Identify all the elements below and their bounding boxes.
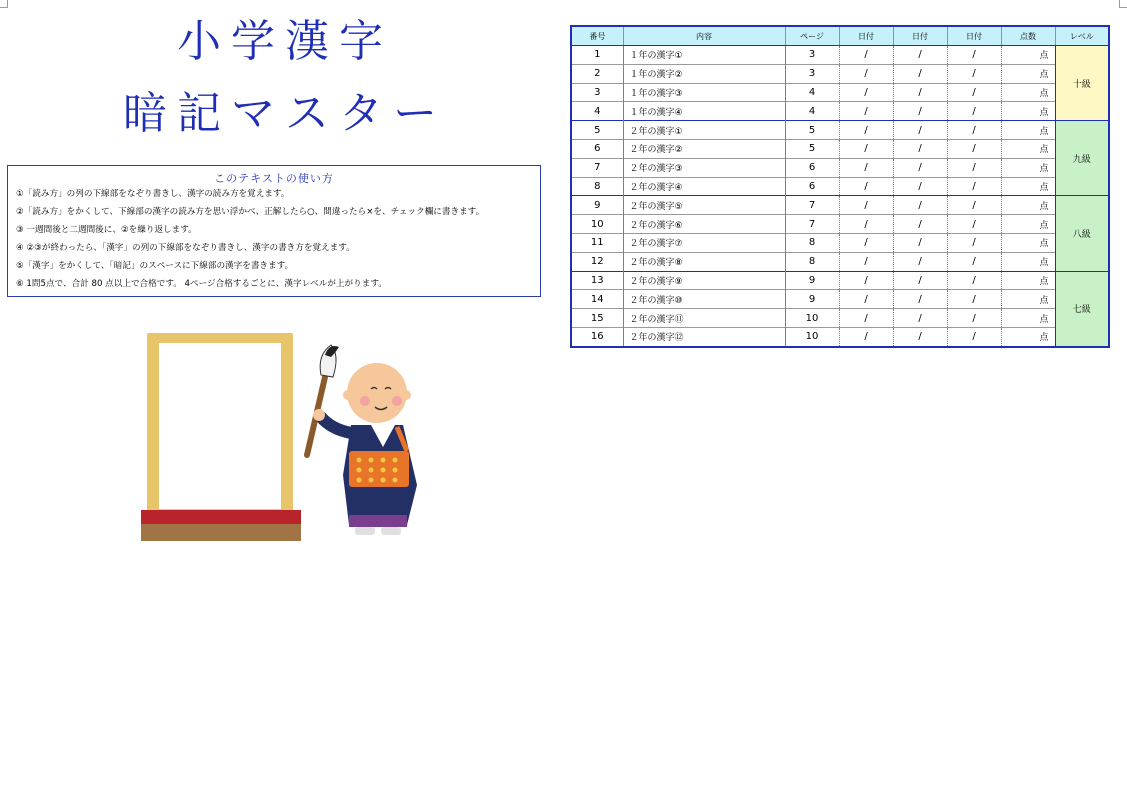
row-page: 5 xyxy=(785,121,839,140)
page-corner-mark xyxy=(1119,0,1127,8)
instruction-line: ①「読み方」の列の下線部をなぞり書きし、漢字の読み方を覚えます。 xyxy=(16,189,290,199)
level-badge: 七級 xyxy=(1055,271,1109,347)
row-number: 2 xyxy=(571,64,623,83)
row-date-2: / xyxy=(893,139,947,158)
row-score: 点 xyxy=(1001,327,1055,346)
level-badge: 八級 xyxy=(1055,196,1109,271)
row-date-2: / xyxy=(893,102,947,121)
row-page: 7 xyxy=(785,215,839,234)
table-row xyxy=(571,309,1109,328)
row-date-1: / xyxy=(839,309,893,328)
row-date-3: / xyxy=(947,196,1001,215)
row-number: 7 xyxy=(571,158,623,177)
table-row xyxy=(571,233,1109,252)
row-page: 6 xyxy=(785,158,839,177)
row-page: 3 xyxy=(785,64,839,83)
row-date-2: / xyxy=(893,196,947,215)
row-page: 9 xyxy=(785,290,839,309)
row-date-2: / xyxy=(893,158,947,177)
row-content: ２年の漢字⑥ xyxy=(623,215,785,234)
header-number: 番号 xyxy=(571,26,623,46)
row-content: ２年の漢字① xyxy=(623,121,785,140)
row-content: １年の漢字① xyxy=(623,46,785,65)
row-date-2: / xyxy=(893,83,947,102)
row-number: 11 xyxy=(571,233,623,252)
row-date-1: / xyxy=(839,271,893,290)
row-score: 点 xyxy=(1001,252,1055,271)
row-date-1: / xyxy=(839,158,893,177)
row-page: 3 xyxy=(785,46,839,65)
row-content: ２年の漢字⑨ xyxy=(623,271,785,290)
row-score: 点 xyxy=(1001,83,1055,102)
table-row xyxy=(571,271,1109,290)
monk-calligraphy-illustration xyxy=(135,325,435,550)
table-row xyxy=(571,252,1109,271)
row-page: 4 xyxy=(785,102,839,121)
row-date-1: / xyxy=(839,177,893,196)
row-date-3: / xyxy=(947,271,1001,290)
row-date-1: / xyxy=(839,290,893,309)
row-date-2: / xyxy=(893,46,947,65)
header-page: ページ xyxy=(785,26,839,46)
row-content: ２年の漢字⑫ xyxy=(623,327,785,346)
table-row xyxy=(571,83,1109,102)
row-score: 点 xyxy=(1001,102,1055,121)
row-date-2: / xyxy=(893,271,947,290)
header-date-1: 日付 xyxy=(839,26,893,46)
header-date-2: 日付 xyxy=(893,26,947,46)
row-date-3: / xyxy=(947,252,1001,271)
row-score: 点 xyxy=(1001,177,1055,196)
row-date-2: / xyxy=(893,64,947,83)
row-content: ２年の漢字⑧ xyxy=(623,252,785,271)
instruction-line: ③ 一週間後と二週間後に、②を繰り返します。 xyxy=(16,225,197,235)
row-page: 8 xyxy=(785,252,839,271)
row-content: ２年の漢字⑪ xyxy=(623,309,785,328)
table-row xyxy=(571,121,1109,140)
row-score: 点 xyxy=(1001,158,1055,177)
row-date-3: / xyxy=(947,121,1001,140)
row-date-1: / xyxy=(839,196,893,215)
row-number: 5 xyxy=(571,121,623,140)
row-content: ２年の漢字④ xyxy=(623,177,785,196)
row-date-3: / xyxy=(947,327,1001,346)
row-date-3: / xyxy=(947,83,1001,102)
level-badge: 十級 xyxy=(1055,46,1109,121)
row-page: 4 xyxy=(785,83,839,102)
row-page: 8 xyxy=(785,233,839,252)
row-number: 16 xyxy=(571,327,623,346)
row-date-3: / xyxy=(947,177,1001,196)
row-date-1: / xyxy=(839,102,893,121)
row-date-3: / xyxy=(947,102,1001,121)
instruction-line: ②「読み方」をかくして、下線部の漢字の読み方を思い浮かべ、正解したら○、間違ったら×を、チェック欄に書きます。 xyxy=(16,207,485,217)
row-score: 点 xyxy=(1001,215,1055,234)
row-date-3: / xyxy=(947,46,1001,65)
row-date-2: / xyxy=(893,309,947,328)
row-score: 点 xyxy=(1001,46,1055,65)
header-level: レベル xyxy=(1055,26,1109,46)
row-number: 10 xyxy=(571,215,623,234)
row-date-1: / xyxy=(839,252,893,271)
row-number: 8 xyxy=(571,177,623,196)
row-date-3: / xyxy=(947,64,1001,83)
row-number: 14 xyxy=(571,290,623,309)
row-date-3: / xyxy=(947,158,1001,177)
row-date-1: / xyxy=(839,64,893,83)
table-row xyxy=(571,139,1109,158)
row-date-1: / xyxy=(839,46,893,65)
title-line-1: 小学漢字 xyxy=(177,16,393,67)
row-score: 点 xyxy=(1001,271,1055,290)
table-row xyxy=(571,177,1109,196)
row-date-3: / xyxy=(947,139,1001,158)
row-score: 点 xyxy=(1001,196,1055,215)
row-date-1: / xyxy=(839,215,893,234)
instruction-line: ⑥ 1問5点で、合計 80 点以上で合格です。 4ページ合格するごとに、漢字レベルが上がります。 xyxy=(16,279,387,289)
title-line-2: 暗記マスター xyxy=(123,88,447,139)
row-page: 10 xyxy=(785,309,839,328)
row-content: １年の漢字② xyxy=(623,64,785,83)
row-date-1: / xyxy=(839,233,893,252)
row-number: 6 xyxy=(571,139,623,158)
table-header-row xyxy=(571,26,1109,46)
row-page: 7 xyxy=(785,196,839,215)
level-badge: 九級 xyxy=(1055,121,1109,196)
table-row xyxy=(571,64,1109,83)
row-page: 5 xyxy=(785,139,839,158)
row-number: 3 xyxy=(571,83,623,102)
instructions-title: このテキストの使い方 xyxy=(214,172,334,185)
row-date-2: / xyxy=(893,233,947,252)
instruction-line: ④ ②③が終わったら、「漢字」の列の下線部をなぞり書きし、漢字の書き方を覚えます。 xyxy=(16,243,355,253)
table-row xyxy=(571,215,1109,234)
row-score: 点 xyxy=(1001,121,1055,140)
row-number: 12 xyxy=(571,252,623,271)
row-date-3: / xyxy=(947,290,1001,309)
row-score: 点 xyxy=(1001,233,1055,252)
table-row xyxy=(571,290,1109,309)
table-row xyxy=(571,158,1109,177)
page-corner-mark xyxy=(0,0,8,8)
row-score: 点 xyxy=(1001,139,1055,158)
table-row xyxy=(571,196,1109,215)
row-content: １年の漢字③ xyxy=(623,83,785,102)
row-page: 6 xyxy=(785,177,839,196)
row-score: 点 xyxy=(1001,309,1055,328)
row-date-2: / xyxy=(893,215,947,234)
row-number: 13 xyxy=(571,271,623,290)
row-date-1: / xyxy=(839,139,893,158)
row-date-3: / xyxy=(947,233,1001,252)
instructions-box xyxy=(7,165,541,297)
row-date-2: / xyxy=(893,290,947,309)
row-content: ２年の漢字⑦ xyxy=(623,233,785,252)
row-content: ２年の漢字② xyxy=(623,139,785,158)
instruction-line: ⑤「漢字」をかくして、「暗記」のスペースに下線部の漢字を書きます。 xyxy=(16,261,294,271)
row-date-2: / xyxy=(893,252,947,271)
table-row xyxy=(571,102,1109,121)
row-date-3: / xyxy=(947,309,1001,328)
row-content: ２年の漢字⑩ xyxy=(623,290,785,309)
header-score: 点数 xyxy=(1001,26,1055,46)
row-date-1: / xyxy=(839,121,893,140)
row-number: 9 xyxy=(571,196,623,215)
table-row xyxy=(571,46,1109,65)
row-page: 9 xyxy=(785,271,839,290)
row-score: 点 xyxy=(1001,290,1055,309)
row-number: 15 xyxy=(571,309,623,328)
row-content: １年の漢字④ xyxy=(623,102,785,121)
row-score: 点 xyxy=(1001,64,1055,83)
row-date-2: / xyxy=(893,177,947,196)
row-date-3: / xyxy=(947,215,1001,234)
row-page: 10 xyxy=(785,327,839,346)
progress-table xyxy=(570,25,1110,348)
row-number: 4 xyxy=(571,102,623,121)
row-content: ２年の漢字⑤ xyxy=(623,196,785,215)
row-date-1: / xyxy=(839,327,893,346)
row-number: 1 xyxy=(571,46,623,65)
table-row xyxy=(571,327,1109,346)
row-date-1: / xyxy=(839,83,893,102)
row-date-2: / xyxy=(893,121,947,140)
row-date-2: / xyxy=(893,327,947,346)
header-date-3: 日付 xyxy=(947,26,1001,46)
header-content: 内容 xyxy=(623,26,785,46)
row-content: ２年の漢字③ xyxy=(623,158,785,177)
